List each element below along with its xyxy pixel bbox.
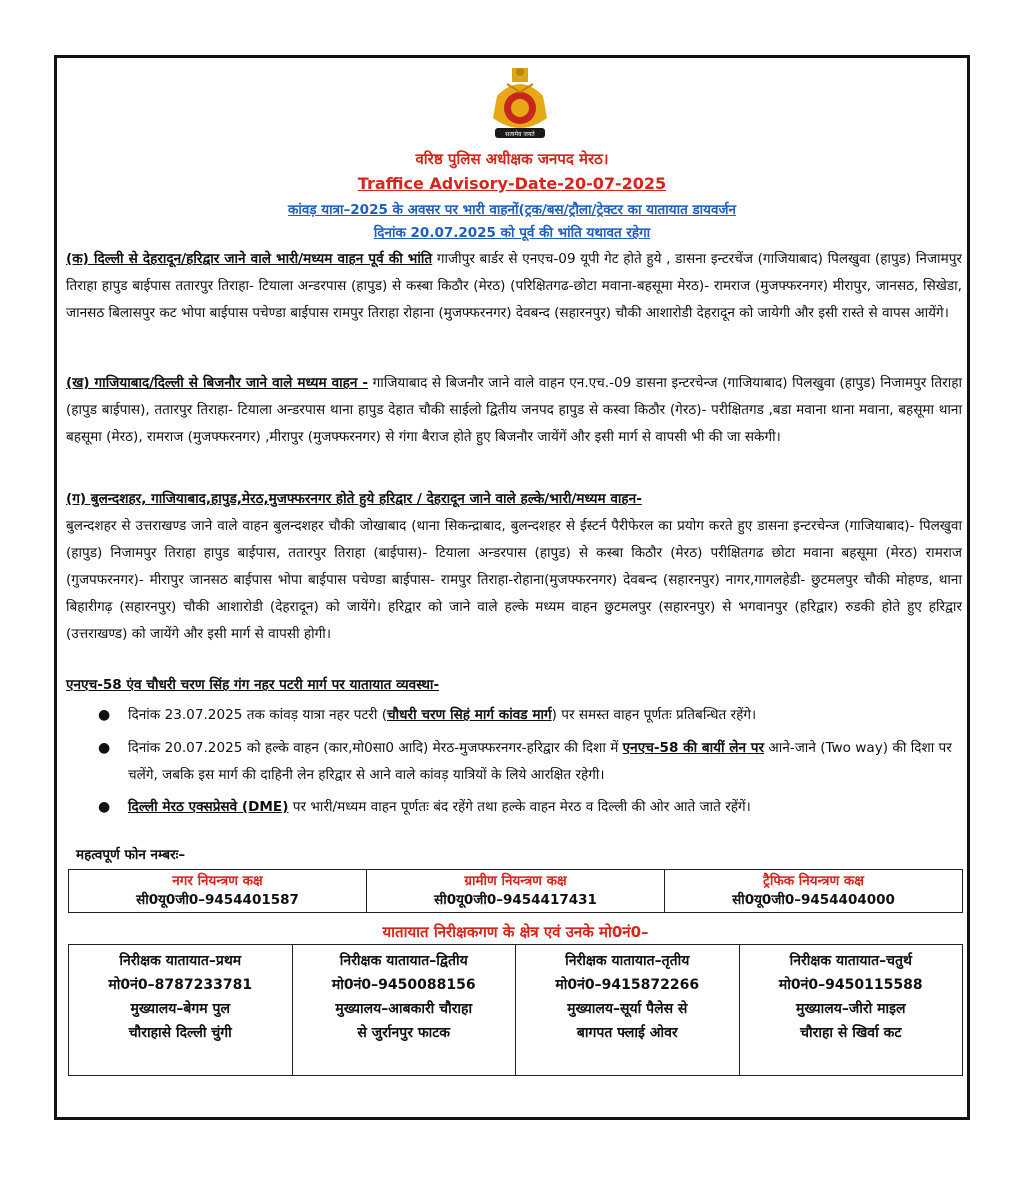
advisory-title: Traffice Advisory-Date-20-07-2025 (357, 174, 667, 193)
advisory-note: दिनांक 20.07.2025 को पूर्व की भांति यथावत रहेगा (373, 225, 651, 241)
section-c-title: (ग) बुलन्दशहर, गाजियाबाद,हापुड,मेरठ,मुजफ्फरनगर होते हुये हरिद्वार / देहरादून जाने वाले हल्के/भारी/मध्यम वाहन- (66, 491, 642, 507)
control-room-cell: ट्रैफिक नियन्त्रण कक्ष सी0यू0जी0–9454404000 (665, 870, 963, 913)
nh58-bullet-2: ● दिनांक 20.07.2025 को हल्के वाहन (कार,मो0सा0 आदि) मेरठ-मुजफ्फरनगर-हरिद्वार की दिशा में एनएच-58 की बायीं लेन पर आने-जाने (Two way) की दिशा पर चलेंगे, जबकि इस मार्ग की दाहिनी लेन हरिद्वार से आने वाले कांवड़ यात्रियों के लिये आरक्षित रहेगी। (100, 735, 962, 789)
nh58-bullet-3: ● दिल्ली मेरठ एक्सप्रेसवे (DME) पर भारी/मध्यम वाहन पूर्णतः बंद रहेंगे तथा हल्के वाहन मेरठ व दिल्ली की ओर आते जाते रहेंगें। (100, 794, 962, 821)
bullet-icon: ● (98, 799, 111, 815)
section-b-title: (ख) गाजियाबाद/दिल्ली से बिजनौर जाने वाले मध्यम वाहन - (66, 375, 369, 391)
inspectors-heading: यातायात निरीक्षकगण के क्षेत्र एवं उनके मो0नं0– (382, 923, 649, 941)
inspector-cell: निरीक्षक यातायात–चतुर्थ मो0नं0–9450115588 मुख्यालय–जीरो माइल चौराहा से खिर्वा कट (739, 945, 963, 1076)
control-room-cell: नगर नियन्त्रण कक्ष सी0यू0जी0–9454401587 (69, 870, 367, 913)
up-police-emblem (485, 66, 555, 146)
inspector-cell: निरीक्षक यातायात–तृतीय मो0नं0–9415872266 मुख्यालय–सूर्या पैलेस से बागपत फ्लाई ओवर (516, 945, 740, 1076)
inspector-cell: निरीक्षक यातायात–प्रथम मो0नं0–8787233781 मुख्यालय–बेगम पुल चौराहासे दिल्ली चुंगी (69, 945, 293, 1076)
nh58-title: एनएच-58 एंव चौधरी चरण सिंह गंग नहर पटरी मार्ग पर यातायात व्यवस्था- (66, 677, 440, 693)
advisory-subtitle: कांवड़ यात्रा–2025 के अवसर पर भारी वाहनों(ट्रक/बस/ट्रौला/ट्रेक्टर का यातायात डायवर्जन (287, 202, 737, 218)
inspectors-table (68, 944, 963, 1076)
office-title: वरिष्ठ पुलिस अधीक्षक जनपद मेरठ। (415, 150, 609, 168)
section-a (66, 246, 962, 327)
section-a-body: गाजीपुर बार्डर से एनएच-09 यूपी गेट होते हुये , डासना इन्टरचेंज (गाजियाबाद) पिलखुवा (हापुड) निजामपुर तिराहा हापुड बाईपास ततारपुर तिराहा- टियाला अन्डरपास (हापुड) से कस्बा किठौर (मेरठ) (परिक्षितगढ-छोटा मवाना-बहसूमा मेरठ)- रामराज (मुजफ्फरनगर) मीरापुर, जानसठ, सिखेडा, जानसठ बिलासपुर कट भोपा बाईपास पचेण्डा बाईपास रामपुर तिराहा रोहाना (मुजफ्फरनगर) देवबन्द (सहारनपुर) चौकी आशारोडी देहरादून को जायेगी और इसी रास्ते से वापस आयेंगे। (66, 251, 962, 321)
section-c-body: बुलन्दशहर से उत्तराखण्ड जाने वाले वाहन बुलन्दशहर चौकी जोखाबाद (थाना सिकन्द्राबाद, बुलन्दशहर से ईस्टर्न पैरीफेरल का प्रयोग करते हुए डासना इन्टरचेन्ज (गाजियाबाद)- पिलखुवा (हापुड) निजामपुर तिराहा हापुड बाईपास, ततारपुर तिराहा (बाईपास)- टियाला अन्डरपास (हापुड) से कस्बा किठौर (मेरठ) परीक्षितगढ छोटा मवाना बहसूमा (मेरठ) रामराज (गुजपफरनगर)- मीरापुर जानसठ बाईपास भोपा बाईपास पचेण्डा बाईपास- रामपुर तिराहा-रोहाना(मुजफ्फरनगर) देवबन्द (सहारनपुर) नागर,गागलहेडी- छुटमलपुर चौकी मोहण्ड, थाना बिहारीगढ़ (सहारनपुर) चौकी आशारोडी (देहरादून) को जायेंगे। हरिद्वार को जाने वाले हल्के मध्यम वाहन छुटमलपुर (सहारनपुर) से भगवानपुर (हरिद्वार) रुडकी होते हुए हरिद्वार (उत्तराखण्ड) को जायेंगे और इसी मार्ग से वापसी होगी। (66, 518, 962, 642)
section-b (66, 370, 962, 451)
section-b-body: गाजियाबाद से बिजनौर जाने वाले वाहन एन.एच.-09 डासना इन्टरचेन्ज (गाजियाबाद) पिलखुवा (हापुड) निजामपुर तिराहा (हापुड बाईपास), ततारपुर तिराहा- टियाला अन्डरपास थाना हापुड देहात चौकी साईलो द्वितीय जनपद हापुड से कस्वा किठौर (गेरठ)- परीक्षितगड ,बडा मवाना थाना मवाना, बहसूमा थाना बहसूमा (मेरठ), रामराज (मुजफ्फरनगर) ,मीरापुर (मुजफ्फरनगर) से गंगा बैराज होते हुए बिजनौर जायेंगें और इसी मार्ग से वापसी भी की जा सकेगी। (66, 375, 962, 445)
nh58-bullet-1: ● दिनांक 23.07.2025 तक कांवड़ यात्रा नहर पटरी (चौधरी चरण सिहं मार्ग कांवड मार्ग) पर समस्त वाहन पूर्णतः प्रतिबन्धित रहेंगे। (100, 702, 962, 729)
control-room-cell: ग्रामीण नियन्त्रण कक्ष सी0यू0जी0–9454417431 (367, 870, 665, 913)
control-room-table (68, 869, 963, 913)
bullet-icon: ● (98, 740, 111, 756)
section-a-title: (क) दिल्ली से देहरादून/हरिद्वार जाने वाले भारी/मध्यम वाहन पूर्व की भांति (66, 251, 433, 267)
inspector-cell: निरीक्षक यातायात–द्वितीय मो0नं0–9450088156 मुख्यालय–आबकारी चौराहा से जुर्रानपुर फाटक (292, 945, 516, 1076)
phone-numbers-label: महत्वपूर्ण फोन नम्बरः– (76, 847, 186, 863)
svg-text:सत्यमेव जयते: सत्यमेव जयते (505, 131, 535, 138)
bullet-icon: ● (98, 707, 111, 723)
